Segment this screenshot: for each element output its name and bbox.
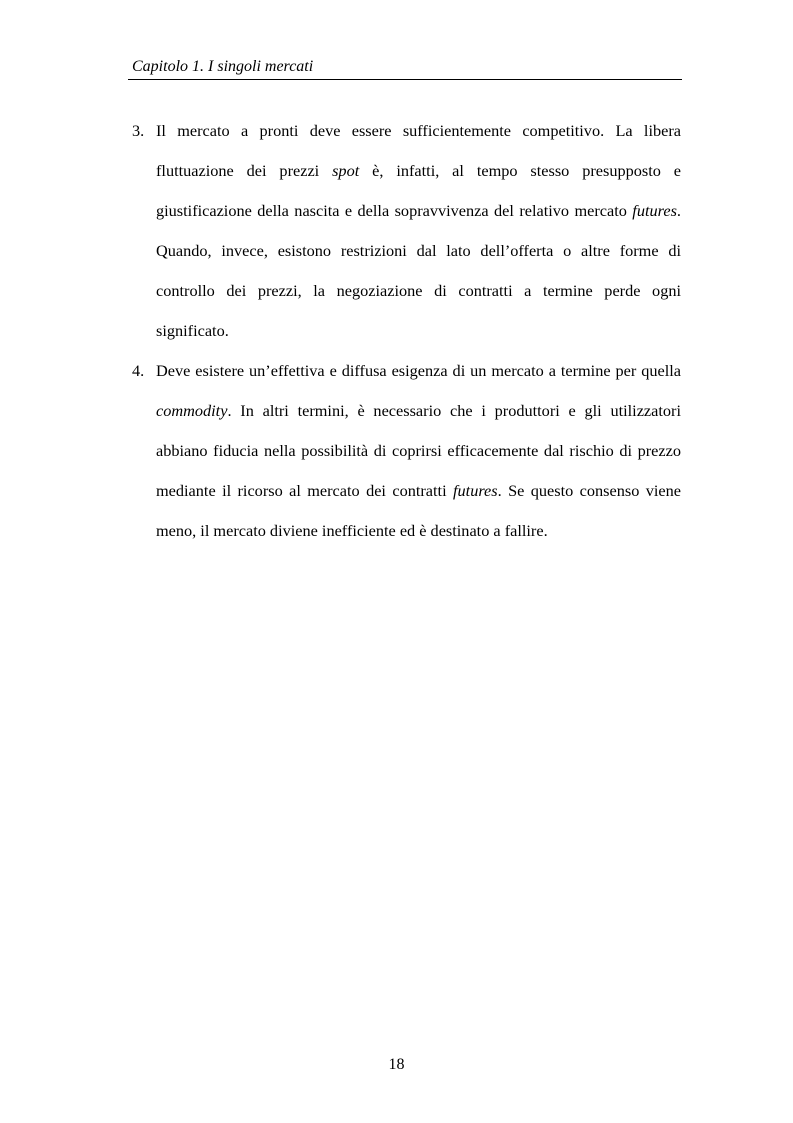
list-item-number: 4.	[132, 361, 145, 380]
header-rule	[128, 79, 682, 80]
running-header: Capitolo 1. I singoli mercati	[132, 58, 314, 75]
italic-term: futures	[632, 201, 677, 220]
paragraph-text: è, infatti, al tempo stesso presupposto e giustificazione della nascita e della sopravvivenza del relativo mercato	[156, 161, 682, 220]
list-item-3	[132, 111, 681, 351]
paragraph-text: . Se questo consenso viene meno, il mercato diviene inefficiente ed è destinato a fallire.	[156, 481, 681, 540]
paragraph-text: Il mercato a pronti deve essere sufficientemente competitivo. La libera fluttuazione dei prezzi	[156, 121, 681, 180]
italic-term: commodity	[156, 401, 228, 420]
list-item-number: 3.	[132, 121, 145, 140]
italic-term: futures	[453, 481, 498, 500]
page-number: 18	[388, 1056, 405, 1073]
list-item-4	[132, 351, 681, 551]
paragraph-text: Deve esistere un’effettiva e diffusa esigenza di un mercato a termine per quella	[156, 361, 681, 380]
paragraph-text: . In altri termini, è necessario che i produttori e gli utilizzatori abbiano fiducia nella possibilità di coprirsi efficacemente dal rischio di prezzo mediante il ricorso al mercato dei contratti	[156, 401, 681, 500]
numbered-list	[132, 111, 681, 551]
paragraph-text: . Quando, invece, esistono restrizioni dal lato dell’offerta o altre forme di controllo dei prezzi, la negoziazione di contratti a termine perde ogni significato.	[156, 201, 681, 340]
italic-term: spot	[332, 161, 360, 180]
